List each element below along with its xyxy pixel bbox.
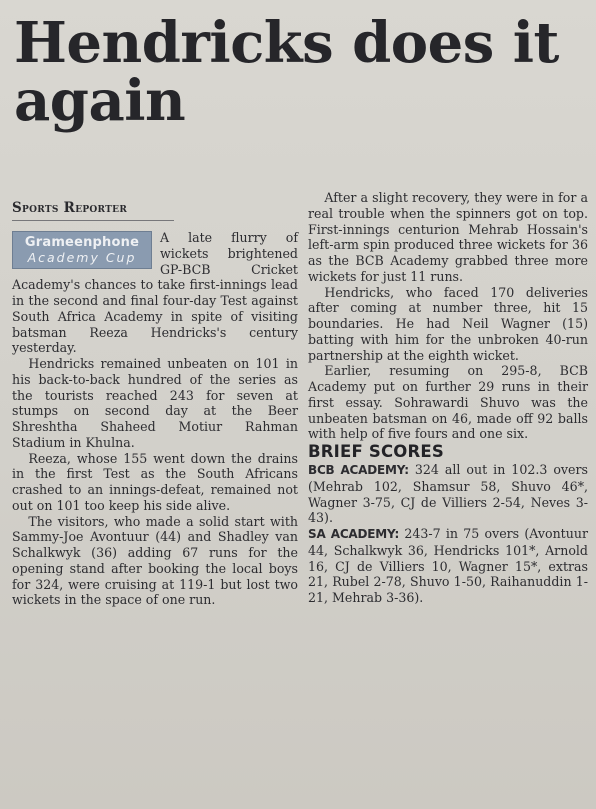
byline: Sports Reporter xyxy=(12,200,174,221)
score-line xyxy=(308,526,588,606)
score-team: BCB ACADEMY: xyxy=(308,463,409,477)
score-line xyxy=(308,462,588,526)
logo-line-1: Grameenphone xyxy=(24,235,140,250)
left-column xyxy=(12,200,298,608)
paragraph: Reeza, whose 155 went down the drains in the first Test as the South Africans crashed to an innings-defeat, remained not out on 101 too keep his side alive. xyxy=(12,450,298,513)
logo-line-2: Academy Cup xyxy=(27,250,137,265)
academy-cup-logo xyxy=(12,231,152,269)
right-column xyxy=(308,190,588,606)
paragraph: The visitors, who made a solid start with Sammy-Joe Avontuur (44) and Shadley van Schalkwyk (36) adding 67 runs for the opening stand after booking the local boys for 324, were cruising at 119-1 but lost two wickets in the space of one run. xyxy=(12,513,298,608)
score-detail: 243-7 in 75 overs (Avontuur 44, Schalkwyk 36, Hendricks 101*, Arnold 16, CJ de Villiers 10, Wagner 15*, extras 21, Rubel 2-78, Shuvo 1-50, Raihanuddin 1-21, Mehrab 3-36). xyxy=(308,526,588,605)
headline: Hendricks does it again xyxy=(14,10,559,134)
score-team: SA ACADEMY: xyxy=(308,527,400,541)
paragraph: Earlier, resuming on 295-8, BCB Academy put on further 29 runs in their first essay. Sohrawardi Shuvo was the unbeaten batsman on 46, made off 92 balls with help of five fours and one six. xyxy=(308,363,588,442)
paragraph: Hendricks, who faced 170 deliveries after coming at number three, hit 15 boundaries. He had Neil Wagner (15) batting with him for the unbroken 40-run partnership at the eighth wicket. xyxy=(308,284,588,363)
score-detail: 324 all out in 102.3 overs (Mehrab 102, Shamsur 58, Shuvo 46*, Wagner 3-75, CJ de Villiers 2-54, Neves 3-43). xyxy=(308,462,588,526)
paragraph: After a slight recovery, they were in for a real trouble when the spinners got on top. First-innings centurion Mehrab Hossain's left-arm spin produced three wickets for 36 as the BCB Academy grabbed three more wickets for just 11 runs. xyxy=(308,190,588,284)
paragraph: Hendricks remained unbeaten on 101 in his back-to-back hundred of the series as the tourists reached 243 for seven at stumps on second day at the Beer Shreshtha Shaheed Motiur Rahman Stadium in Khulna. xyxy=(12,356,298,450)
paragraph: A late flurry of wickets brightened GP-BCB Cricket Academy's chances to take first-innings lead in the second and final four-day Test against South Africa Academy in spite of visiting batsman Reeza Hendricks's century yesterday. xyxy=(12,230,298,356)
brief-scores-title: BRIEF SCORES xyxy=(308,442,444,461)
